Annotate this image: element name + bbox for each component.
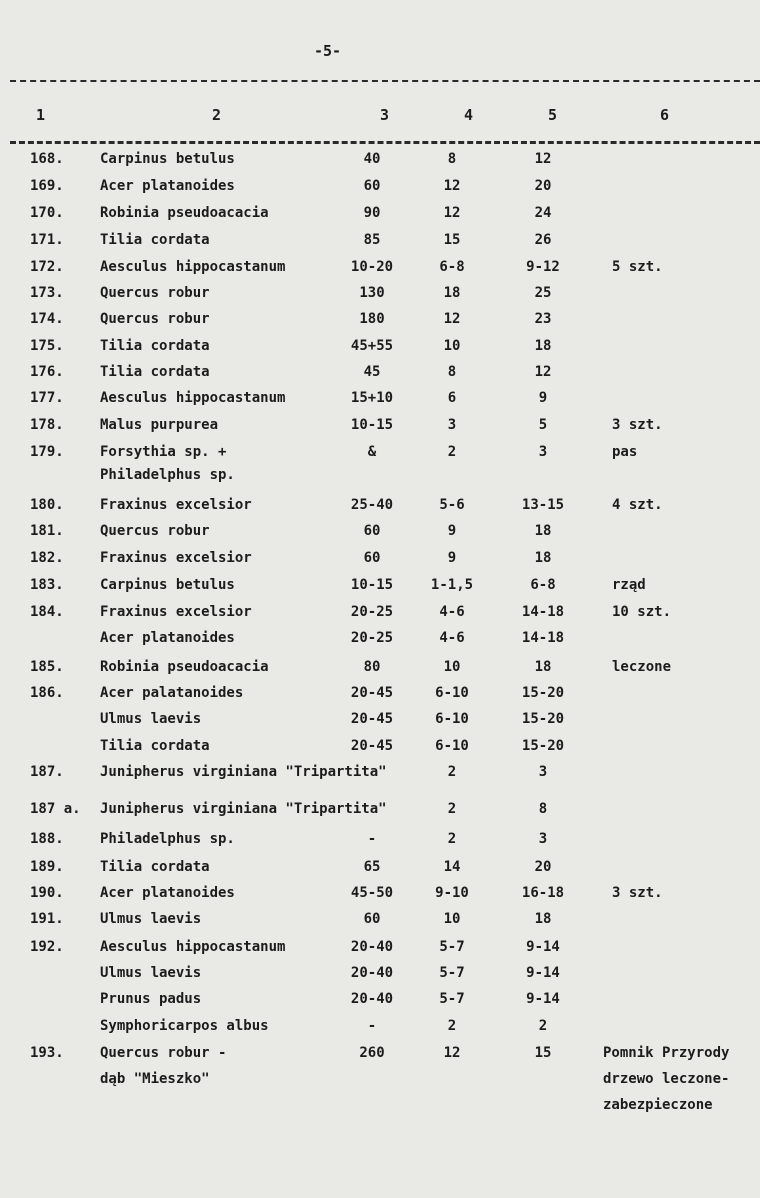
cell-c5: 26	[534, 232, 552, 248]
cell-no: 193.	[30, 1045, 64, 1061]
cell-name: dąb "Mieszko"	[100, 1071, 210, 1087]
cell-no: 182.	[30, 550, 64, 566]
cell-no: 179.	[30, 444, 64, 460]
cell-c5: 2	[538, 1018, 548, 1034]
cell-c5: 3	[538, 831, 548, 847]
header-rule	[10, 141, 760, 144]
cell-no: 174.	[30, 311, 64, 327]
cell-c3: 15+10	[350, 390, 394, 406]
cell-name: Quercus robur	[100, 311, 210, 327]
cell-name: Philadelphus sp.	[100, 467, 235, 483]
cell-no: 187.	[30, 764, 64, 780]
cell-c5: 15-20	[521, 685, 565, 701]
cell-no: 176.	[30, 364, 64, 380]
cell-no: 183.	[30, 577, 64, 593]
cell-c3: 20-40	[350, 965, 394, 981]
cell-no: 172.	[30, 259, 64, 275]
cell-no: 178.	[30, 417, 64, 433]
cell-name: Malus purpurea	[100, 417, 219, 433]
cell-c4: 6-8	[439, 259, 465, 275]
cell-name: Tilia cordata	[100, 859, 210, 875]
cell-no: 189.	[30, 859, 64, 875]
cell-no: 168.	[30, 151, 64, 167]
cell-c6: 10 szt.	[612, 604, 672, 620]
cell-c5: 20	[534, 178, 552, 194]
cell-c3: 10-20	[350, 259, 394, 275]
cell-c6: rząd	[612, 577, 646, 593]
cell-c3: 10-15	[350, 577, 394, 593]
cell-name: Quercus robur	[100, 523, 210, 539]
top-rule	[10, 80, 760, 82]
cell-c4: 12	[443, 205, 461, 221]
cell-c5: 6-8	[530, 577, 556, 593]
cell-c4: 6-10	[435, 738, 469, 754]
cell-name: Aesculus hippocastanum	[100, 259, 286, 275]
cell-c3: 20-45	[350, 711, 394, 727]
cell-c3: 20-45	[350, 685, 394, 701]
cell-c5: 5	[538, 417, 548, 433]
cell-c4: 14	[443, 859, 461, 875]
cell-c5: 14-18	[521, 604, 565, 620]
cell-c4: 5-6	[439, 497, 465, 513]
cell-c4: 5-7	[439, 939, 465, 955]
cell-name: Fraxinus excelsior	[100, 550, 252, 566]
cell-c4: 9	[447, 523, 457, 539]
cell-name: Prunus padus	[100, 991, 202, 1007]
cell-c3: 45+55	[350, 338, 394, 354]
cell-c3: 260	[359, 1045, 385, 1061]
cell-c6: 5 szt.	[612, 259, 663, 275]
cell-no: 190.	[30, 885, 64, 901]
cell-c3: 10-15	[350, 417, 394, 433]
cell-c3: 90	[363, 205, 381, 221]
cell-c3: 80	[363, 659, 381, 675]
cell-c5: 14-18	[521, 630, 565, 646]
cell-c3: 20-25	[350, 604, 394, 620]
cell-c3: 60	[363, 523, 381, 539]
cell-c6: 3 szt.	[612, 885, 663, 901]
cell-c3: &	[367, 444, 377, 460]
cell-c3: 20-40	[350, 991, 394, 1007]
cell-name: Symphoricarpos albus	[100, 1018, 269, 1034]
cell-no: 169.	[30, 178, 64, 194]
cell-name: Ulmus laevis	[100, 711, 202, 727]
cell-c4: 6	[447, 390, 457, 406]
cell-c6: drzewo leczone-	[603, 1071, 730, 1087]
cell-name: Fraxinus excelsior	[100, 497, 252, 513]
cell-c4: 8	[447, 151, 457, 167]
column-header-1: 1	[36, 106, 46, 124]
cell-c6: leczone	[612, 659, 672, 675]
cell-c6: zabezpieczone	[603, 1097, 713, 1113]
cell-c5: 3	[538, 764, 548, 780]
cell-c4: 12	[443, 178, 461, 194]
cell-c4: 10	[443, 659, 461, 675]
cell-c4: 3	[447, 417, 457, 433]
cell-name: Junipherus virginiana "Tripartita"	[100, 764, 387, 780]
cell-c4: 1-1,5	[430, 577, 474, 593]
cell-c4: 2	[447, 801, 457, 817]
cell-c5: 9	[538, 390, 548, 406]
column-header-2: 2	[212, 106, 222, 124]
cell-name: Acer platanoides	[100, 885, 235, 901]
cell-c3: 60	[363, 911, 381, 927]
cell-c3: 20-45	[350, 738, 394, 754]
cell-c4: 12	[443, 311, 461, 327]
cell-name: Junipherus virginiana "Tripartita"	[100, 801, 387, 817]
cell-name: Tilia cordata	[100, 338, 210, 354]
cell-c5: 25	[534, 285, 552, 301]
cell-name: Acer palatanoides	[100, 685, 244, 701]
column-header-4: 4	[464, 106, 474, 124]
cell-c5: 9-14	[526, 991, 560, 1007]
cell-c3: 25-40	[350, 497, 394, 513]
cell-name: Aesculus hippocastanum	[100, 939, 286, 955]
cell-name: Robinia pseudoacacia	[100, 659, 269, 675]
cell-c4: 2	[447, 831, 457, 847]
cell-c4: 5-7	[439, 965, 465, 981]
cell-name: Aesculus hippocastanum	[100, 390, 286, 406]
cell-c4: 6-10	[435, 711, 469, 727]
cell-c3: 45	[363, 364, 381, 380]
cell-c5: 18	[534, 659, 552, 675]
cell-no: 187 a.	[30, 801, 81, 817]
cell-c4: 5-7	[439, 991, 465, 1007]
cell-name: Robinia pseudoacacia	[100, 205, 269, 221]
cell-c5: 12	[534, 151, 552, 167]
cell-name: Ulmus laevis	[100, 965, 202, 981]
cell-c5: 15-20	[521, 711, 565, 727]
cell-c4: 2	[447, 1018, 457, 1034]
cell-c3: -	[367, 1018, 377, 1034]
cell-c4: 15	[443, 232, 461, 248]
cell-name: Quercus robur -	[100, 1045, 227, 1061]
column-header-3: 3	[380, 106, 390, 124]
cell-c5: 23	[534, 311, 552, 327]
column-header-6: 6	[660, 106, 670, 124]
cell-c4: 9-10	[435, 885, 469, 901]
cell-c5: 15	[534, 1045, 552, 1061]
cell-c4: 6-10	[435, 685, 469, 701]
cell-name: Acer platanoides	[100, 630, 235, 646]
cell-name: Philadelphus sp.	[100, 831, 235, 847]
cell-c5: 3	[538, 444, 548, 460]
cell-c5: 15-20	[521, 738, 565, 754]
cell-c3: 40	[363, 151, 381, 167]
cell-name: Quercus robur	[100, 285, 210, 301]
cell-c4: 2	[447, 764, 457, 780]
cell-c5: 9-14	[526, 939, 560, 955]
cell-c3: -	[367, 831, 377, 847]
cell-no: 191.	[30, 911, 64, 927]
cell-c4: 9	[447, 550, 457, 566]
cell-c4: 8	[447, 364, 457, 380]
cell-c5: 9-12	[526, 259, 560, 275]
cell-name: Carpinus betulus	[100, 151, 235, 167]
cell-c4: 4-6	[439, 630, 465, 646]
cell-c5: 20	[534, 859, 552, 875]
cell-c6: pas	[612, 444, 638, 460]
cell-c3: 180	[359, 311, 385, 327]
cell-c5: 18	[534, 523, 552, 539]
cell-c3: 130	[359, 285, 385, 301]
cell-c4: 2	[447, 444, 457, 460]
cell-name: Ulmus laevis	[100, 911, 202, 927]
cell-no: 175.	[30, 338, 64, 354]
cell-c3: 45-50	[350, 885, 394, 901]
cell-c5: 16-18	[521, 885, 565, 901]
cell-c3: 60	[363, 550, 381, 566]
cell-c5: 18	[534, 911, 552, 927]
cell-name: Tilia cordata	[100, 232, 210, 248]
cell-name: Forsythia sp. +	[100, 444, 227, 460]
cell-c4: 12	[443, 1045, 461, 1061]
cell-name: Tilia cordata	[100, 364, 210, 380]
cell-no: 180.	[30, 497, 64, 513]
cell-c4: 10	[443, 338, 461, 354]
cell-name: Carpinus betulus	[100, 577, 235, 593]
cell-c3: 65	[363, 859, 381, 875]
cell-no: 186.	[30, 685, 64, 701]
cell-c3: 20-40	[350, 939, 394, 955]
cell-no: 188.	[30, 831, 64, 847]
cell-no: 192.	[30, 939, 64, 955]
cell-name: Acer platanoides	[100, 178, 235, 194]
cell-c3: 60	[363, 178, 381, 194]
cell-no: 171.	[30, 232, 64, 248]
cell-c5: 24	[534, 205, 552, 221]
cell-c5: 13-15	[521, 497, 565, 513]
cell-c6: 3 szt.	[612, 417, 663, 433]
cell-c6: Pomnik Przyrody	[603, 1045, 730, 1061]
cell-c6: 4 szt.	[612, 497, 663, 513]
cell-c5: 8	[538, 801, 548, 817]
cell-no: 177.	[30, 390, 64, 406]
cell-c4: 4-6	[439, 604, 465, 620]
cell-c5: 18	[534, 550, 552, 566]
cell-c5: 9-14	[526, 965, 560, 981]
cell-no: 184.	[30, 604, 64, 620]
cell-c3: 85	[363, 232, 381, 248]
cell-no: 173.	[30, 285, 64, 301]
cell-name: Fraxinus excelsior	[100, 604, 252, 620]
cell-c5: 12	[534, 364, 552, 380]
page-number: -5-	[314, 42, 342, 60]
cell-c5: 18	[534, 338, 552, 354]
cell-name: Tilia cordata	[100, 738, 210, 754]
cell-c3: 20-25	[350, 630, 394, 646]
column-header-5: 5	[548, 106, 558, 124]
cell-no: 185.	[30, 659, 64, 675]
cell-no: 170.	[30, 205, 64, 221]
cell-no: 181.	[30, 523, 64, 539]
cell-c4: 10	[443, 911, 461, 927]
cell-c4: 18	[443, 285, 461, 301]
